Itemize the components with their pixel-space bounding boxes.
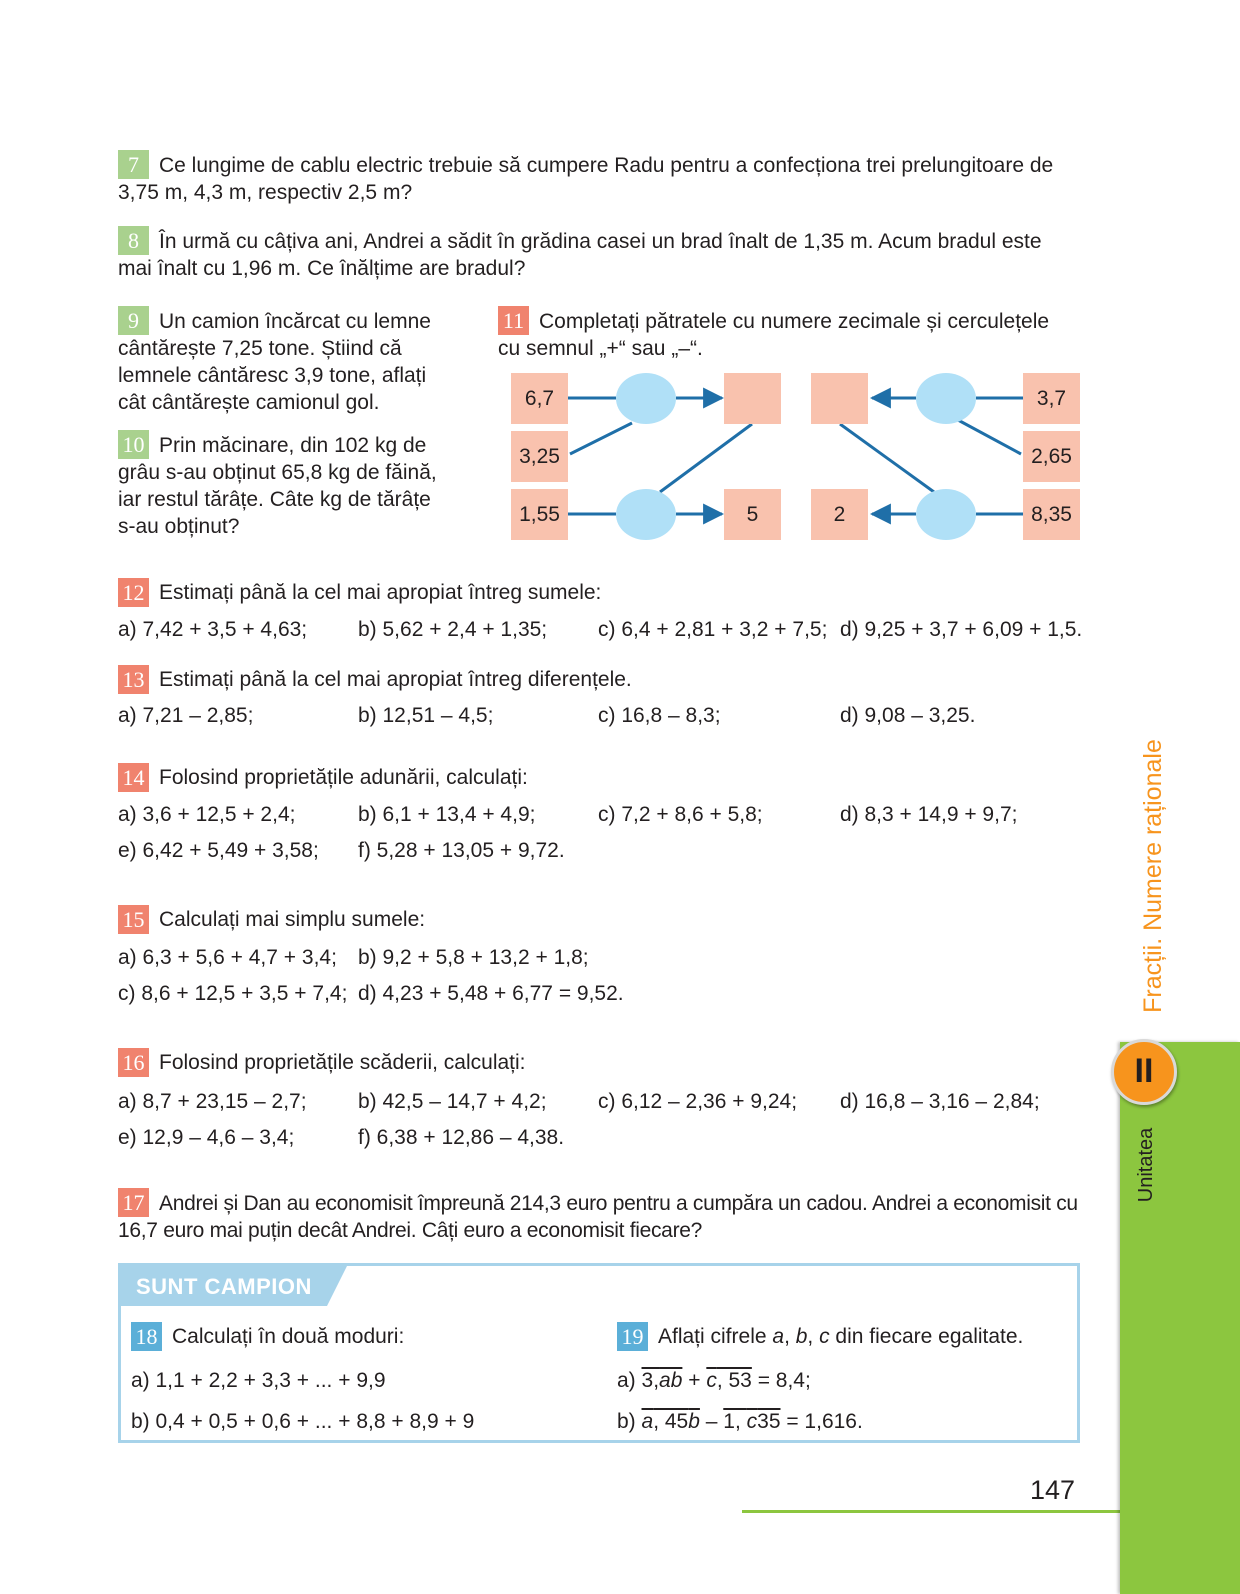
exercise-12-title [118,578,601,608]
item: c) 6,12 – 2,36 + 9,24; [598,1090,798,1113]
operator-circle[interactable] [916,489,976,540]
item: c) 8,6 + 12,5 + 3,5 + 7,4; [118,982,348,1005]
item: e) 12,9 – 4,6 – 3,4; [118,1126,295,1149]
exercise-number: 11 [498,306,529,335]
box-value: 6,7 [524,387,555,410]
exercise-15-items [118,944,1088,972]
exercise-title: Estimați până la cel mai apropiat întreg sumele: [159,581,602,604]
item: f) 5,28 + 13,05 + 9,72. [358,839,565,862]
exercise-13-items [118,702,1088,730]
input-box [1023,373,1080,424]
overline-number [642,1369,683,1392]
variable-c: c [819,1325,830,1348]
box-value: 3,7 [1036,387,1067,410]
item: b) 12,51 – 4,5; [358,704,494,727]
exercise-title: Folosind proprietățile adunării, calculați: [159,766,528,789]
exercise-text: Ce lungime de cablu electric trebuie să cumpere Radu pentru a confecționa trei prelungitoare de 3,75 m, 4,3 m, respectiv 2,5 m? [118,154,1054,204]
exercise-19-b [617,1408,863,1436]
unit-number: II [1134,1052,1154,1090]
exercise-title: Calculați mai simplu sumele: [159,908,426,931]
overline-number [723,1410,780,1433]
digits: , 53 [716,1369,752,1392]
item-label: a) [617,1369,642,1392]
item: a) 3,6 + 12,5 + 2,4; [118,803,296,826]
exercise-text: Andrei și Dan au economisit împreună 214,3 euro pentru a cumpăra un cadou. Andrei a economisit cu 16,7 euro mai puțin decât Andrei. Câți euro a economisit fiecare? [118,1192,1078,1242]
exercise-number: 15 [118,905,149,934]
exercise-line: s-au obținut? [118,515,240,538]
item-label: b) [617,1410,642,1433]
operator-circle[interactable] [616,489,676,540]
exercise-12-items [118,616,1088,644]
exercise-14-title [118,763,528,793]
exercise-number: 13 [118,665,149,694]
item: b) 42,5 – 14,7 + 4,2; [358,1090,547,1113]
item: d) 9,25 + 3,7 + 6,09 + 1,5. [840,618,1083,641]
item: d) 9,08 – 3,25. [840,704,976,727]
exercise-title: Estimați până la cel mai apropiat întreg diferențele. [159,668,632,691]
unit-title: Fracții. Numere raționale [1139,739,1167,1013]
item: c) 7,2 + 8,6 + 5,8; [598,803,763,826]
box-value: 1,55 [519,503,560,526]
exercise-title: din fiecare egalitate. [829,1325,1024,1348]
operator: – [699,1410,724,1433]
exercise-number: 10 [118,430,149,459]
box-value: 8,35 [1031,503,1072,526]
item: e) 6,42 + 5,49 + 3,58; [118,839,319,862]
item: b) 5,62 + 2,4 + 1,35; [358,618,548,641]
digits: 1, [723,1410,747,1433]
exercise-19-a [617,1367,811,1395]
unit-word: Unitatea [1135,1127,1157,1203]
operator: + [682,1369,707,1392]
exercise-number: 19 [617,1322,648,1351]
box-value: 3,25 [519,445,560,468]
equation-rest: = 1,616. [780,1410,863,1433]
item: a) 8,7 + 23,15 – 2,7; [118,1090,307,1113]
equation-rest: = 8,4; [751,1369,811,1392]
answer-box[interactable] [811,373,868,424]
operator-circle[interactable] [916,373,976,424]
exercise-line: cântărește 7,25 tone. Știind că [118,337,402,360]
input-box [1023,431,1080,482]
exercise-line: grâu s-au obținut 65,8 kg de făină, [118,461,437,484]
exercise-14-items [118,837,1088,865]
exercise-number: 8 [118,226,149,255]
exercise-number: 16 [118,1048,149,1077]
input-box [1023,489,1080,540]
item: c) 6,4 + 2,81 + 3,2 + 7,5; [598,618,828,641]
overline-number [706,1369,752,1392]
variable-b: b [795,1325,808,1348]
exercise-text: În urmă cu câțiva ani, Andrei a sădit în grădina casei un brad înalt de 1,35 m. Acum bradul este mai înalt cu 1,96 m. Ce înălțime are bradul? [118,230,1042,280]
exercise-line: lemnele cântăresc 3,9 tone, aflați [118,364,427,387]
exercise-number: 9 [118,306,149,335]
exercise-line: iar restul tărâțe. Câte kg de tărâțe [118,488,431,511]
exercise-line: Un camion încărcat cu lemne [159,310,431,333]
exercise-16-items [118,1124,1088,1152]
box-value: 2 [833,503,846,526]
exercise-18-b: b) 0,4 + 0,5 + 0,6 + ... + 8,8 + 8,9 + 9 [131,1410,475,1433]
input-box [511,431,568,482]
exercise-19 [617,1322,1023,1352]
exercise-17 [118,1188,1083,1244]
exercise-16-title [118,1048,526,1078]
digits: , 45 [653,1410,689,1433]
input-box [511,373,568,424]
box-value: 5 [746,503,759,526]
exercise-18-a: a) 1,1 + 2,2 + 3,3 + ... + 9,9 [131,1369,386,1392]
item: c) 16,8 – 8,3; [598,704,721,727]
footer-rule [742,1510,1120,1513]
item: a) 6,3 + 5,6 + 4,7 + 3,4; [118,946,337,969]
exercise-title: Folosind proprietățile scăderii, calculați: [159,1051,526,1074]
operator-circle[interactable] [616,373,676,424]
variable-a: a [772,1325,785,1348]
exercise-16-items [118,1088,1088,1116]
input-box [511,489,568,540]
exercise-line: Prin măcinare, din 102 kg de [159,434,427,457]
exercise-title: Aflați cifrele [658,1325,773,1348]
digits-variable: c [746,1410,758,1433]
champion-title: SUNT CAMPION [136,1274,312,1299]
exercise-number: 14 [118,763,149,792]
exercise-18 [131,1322,404,1352]
exercise-text: cu semnul „+“ sau „–“. [498,337,703,360]
digits-variable: ab [659,1369,683,1392]
digits: 3, [641,1369,660,1392]
overline-number [642,1410,700,1433]
unit-badge [1111,1039,1177,1105]
answer-box[interactable] [724,373,781,424]
separator: , [784,1325,796,1348]
exercise-line: cât cântărește camionul gol. [118,391,380,414]
box-value: 2,65 [1031,445,1072,468]
digits-variable: a [641,1410,654,1433]
exercise-15-title [118,905,425,935]
item: d) 4,23 + 5,48 + 6,77 = 9,52. [358,982,624,1005]
exercise-text: Completați pătratele cu numere zecimale și cerculețele [539,310,1050,333]
item: d) 16,8 – 3,16 – 2,84; [840,1090,1040,1113]
exercise-number: 12 [118,578,149,607]
item: a) 7,42 + 3,5 + 4,63; [118,618,308,641]
digits-variable: b [688,1410,700,1433]
item: d) 8,3 + 14,9 + 9,7; [840,803,1018,826]
item: b) 9,2 + 5,8 + 13,2 + 1,8; [358,946,589,969]
item: f) 6,38 + 12,86 – 4,38. [358,1126,565,1149]
exercise-13-title [118,665,632,695]
result-box [724,489,781,540]
exercise-number: 7 [118,150,149,179]
item: a) 7,21 – 2,85; [118,704,254,727]
page-number: 147 [1030,1475,1076,1505]
exercise-title: Calculați în două moduri: [172,1325,405,1348]
result-box [811,489,868,540]
exercise-15-items [118,980,1088,1008]
digits-variable: c [706,1369,717,1392]
separator: , [807,1325,820,1348]
item: b) 6,1 + 13,4 + 4,9; [358,803,536,826]
exercise-number: 18 [131,1322,162,1351]
exercise-number: 17 [118,1188,149,1217]
exercise-14-items [118,801,1088,829]
digits: 35 [757,1410,781,1433]
